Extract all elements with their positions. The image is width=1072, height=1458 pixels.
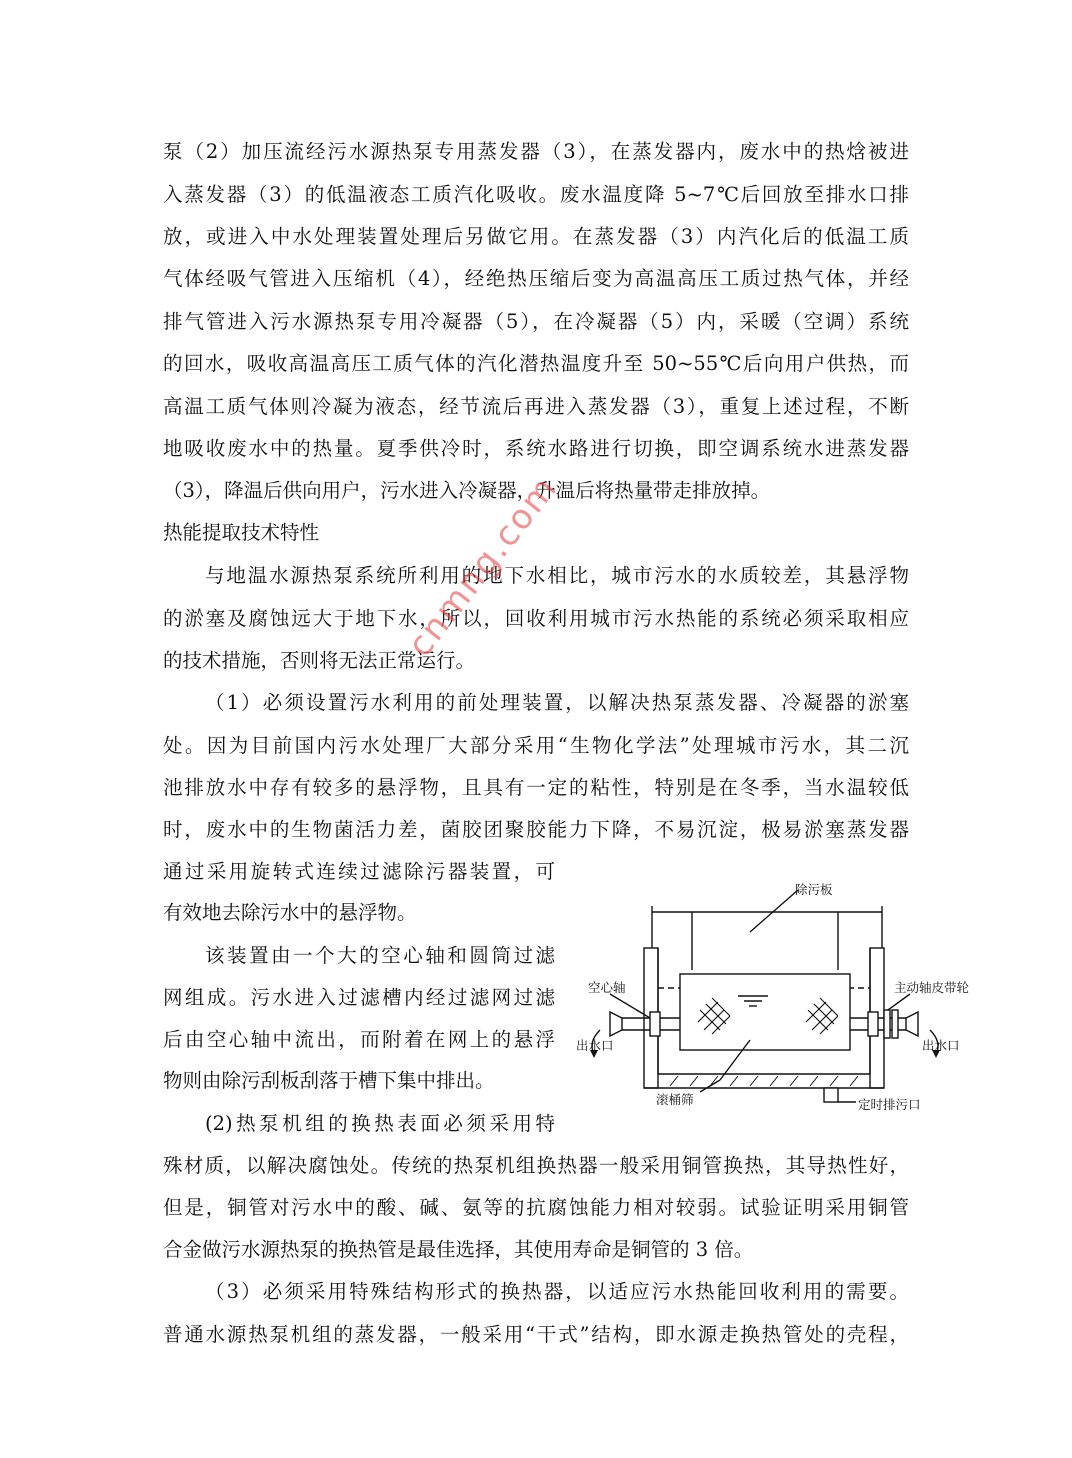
text-line: 地吸收废水中的热量。夏季供冷时，系统水路进行切换，即空调系统水进蒸发器 xyxy=(163,437,909,460)
text-line: （3），降温后供向用户，污水进入冷凝器，升温后将热量带走排放掉。 xyxy=(163,479,771,502)
label-outlet-left: 出水口 xyxy=(576,1038,614,1053)
text-line: 的技术措施，否则将无法正常运行。 xyxy=(163,649,476,672)
text-line: 殊材质，以解决腐蚀处。传统的热泵机组换热器一般采用铜管换热，其导热性好， xyxy=(163,1154,909,1177)
text-line: 与地温水源热泵系统所利用的地下水相比，城市污水的水质较差，其悬浮物 xyxy=(205,564,909,587)
text-line: 网组成。污水进入过滤槽内经过滤网过滤 xyxy=(163,986,555,1009)
label-outlet-right: 出水口 xyxy=(922,1038,960,1053)
text-line: 合金做污水源热泵的换热管是最佳选择，其使用寿命是铜管的 3 倍。 xyxy=(163,1238,754,1261)
watermark: cnmng.com xyxy=(400,468,566,665)
text-line: 物则由除污刮板刮落于槽下集中排出。 xyxy=(163,1069,495,1092)
label-drive-pulley: 主动轴皮带轮 xyxy=(894,980,970,995)
text-line: 泵（2）加压流经污水源热泵专用蒸发器（3），在蒸发器内，废水中的热焓被进 xyxy=(163,140,909,163)
text-line: (2)热泵机组的换热表面必须采用特 xyxy=(205,1112,555,1135)
text-line: 的回水，吸收高温高压工质气体的汽化潜热温度升至 50~55℃后向用户供热，而 xyxy=(163,352,909,375)
label-drain: 定时排污口 xyxy=(858,1097,921,1112)
text-line: 的淤塞及腐蚀远大于地下水，所以，回收利用城市污水热能的系统必须采取相应 xyxy=(163,607,909,630)
text-line: 气体经吸气管进入压缩机（4），经绝热压缩后变为高温高压工质过热气体，并经 xyxy=(163,267,909,290)
text-line: 处。因为目前国内污水处理厂大部分采用“生物化学法”处理城市污水，其二沉 xyxy=(163,734,909,757)
text-line: 入蒸发器（3）的低温液态工质汽化吸收。废水温度降 5~7℃后回放至排水口排 xyxy=(163,183,909,206)
text-line: 后由空心轴中流出，而附着在网上的悬浮 xyxy=(163,1028,555,1051)
label-hollow-shaft: 空心轴 xyxy=(588,980,626,995)
text-line: 排气管进入污水源热泵专用冷凝器（5），在冷凝器（5）内，采暖（空调）系统 xyxy=(163,310,909,333)
text-line: 高温工质气体则冷凝为液态，经节流后再进入蒸发器（3），重复上述过程，不断 xyxy=(163,395,909,418)
text-line: 通过采用旋转式连续过滤除污器装置，可 xyxy=(163,860,555,883)
text-line: 但是，铜管对污水中的酸、碱、氨等的抗腐蚀能力相对较弱。试验证明采用铜管 xyxy=(163,1196,909,1219)
label-drum-screen: 滚桶筛 xyxy=(656,1092,694,1107)
section-heading: 热能提取技术特性 xyxy=(163,521,320,544)
text-line: 该装置由一个大的空心轴和圆筒过滤 xyxy=(205,944,555,967)
text-line: （3）必须采用特殊结构形式的换热器，以适应污水热能回收利用的需要。 xyxy=(205,1280,909,1303)
text-line: 池排放水中存有较多的悬浮物，且具有一定的粘性，特别是在冬季，当水温较低 xyxy=(163,776,909,799)
text-line: 放，或进入中水处理装置处理后另做它用。在蒸发器（3）内汽化后的低温工质 xyxy=(163,225,909,248)
label-scraper: 除污板 xyxy=(795,882,833,897)
text-line: 时，废水中的生物菌活力差，菌胶团聚胶能力下降，不易沉淀，极易淤塞蒸发器 xyxy=(163,818,909,841)
text-line: 普通水源热泵机组的蒸发器，一般采用“干式”结构，即水源走换热管处的壳程， xyxy=(163,1323,909,1346)
text-line: （1）必须设置污水利用的前处理装置，以解决热泵蒸发器、冷凝器的淤塞 xyxy=(205,691,909,714)
text-line: 有效地去除污水中的悬浮物。 xyxy=(163,901,417,924)
